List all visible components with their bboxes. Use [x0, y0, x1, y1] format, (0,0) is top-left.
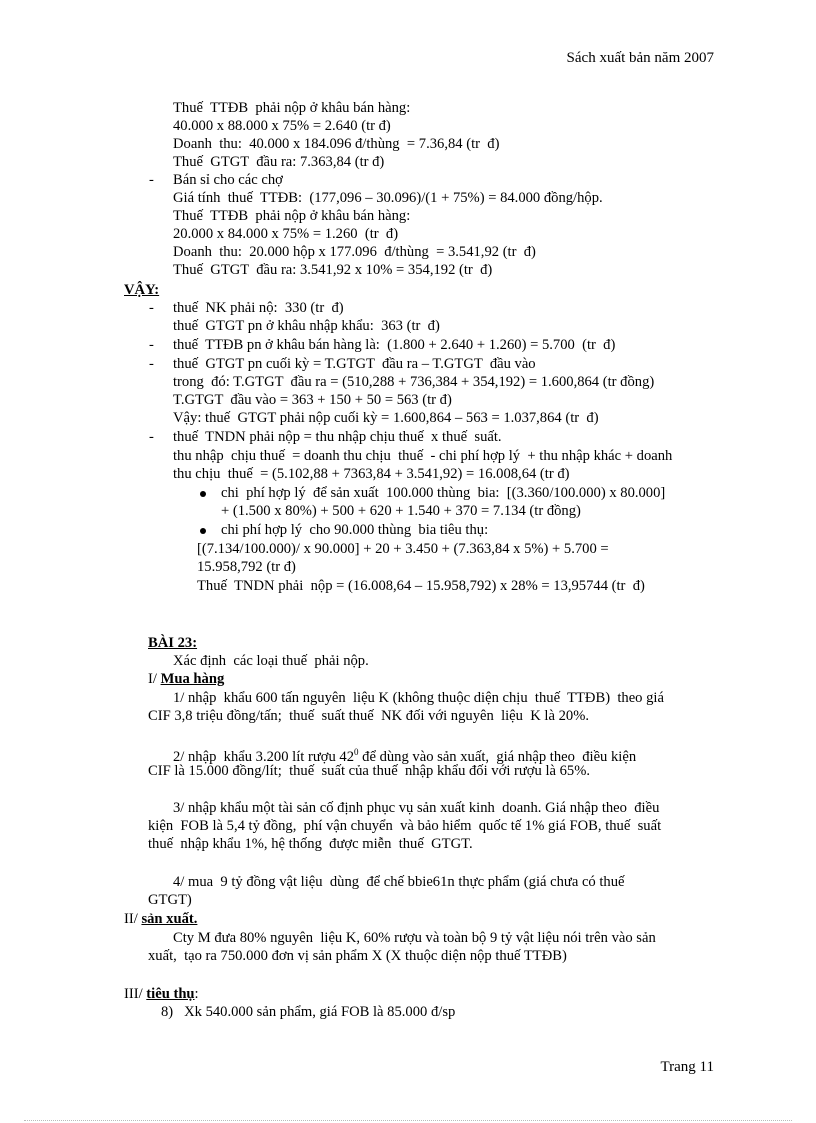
text-line: GTGT) [148, 892, 192, 908]
text-line: Giá tính thuế TTĐB: (177,096 – 30.096)/(1 + 75%) = 84.000 đồng/hộp. [173, 190, 603, 206]
subsection-heading [124, 985, 199, 1003]
text-line: CIF 3,8 triệu đồng/tấn; thuế suất thuế NK đối với nguyên liệu K là 20%. [148, 708, 590, 724]
subsection-label: sản xuất. [141, 911, 198, 927]
text-line: Doanh thu: 20.000 hộp x 177.096 đ/thùng = 3.541,92 (tr đ) [173, 244, 536, 260]
list-item: thuế GTGT pn cuối kỳ = T.GTGT đầu ra – T.GTGT đầu vào [173, 356, 536, 372]
text-line: Xác định các loại thuế phải nộp. [173, 653, 369, 669]
text-line: T.GTGT đầu vào = 363 + 150 + 50 = 563 (tr đ) [173, 392, 452, 408]
subsection-label: Mua hàng [160, 671, 225, 687]
subsection-number: III/ [124, 986, 147, 1002]
text-line: CIF là 15.000 đồng/lít; thuế suất của thuế nhập khẩu đối với rượu là 65%. [148, 763, 591, 779]
dash-marker: - [149, 300, 154, 316]
subsection-label: tiêu thụ [146, 986, 195, 1002]
subsection-heading [124, 910, 197, 928]
text-line: Thuế GTGT đầu ra: 3.541,92 x 10% = 354,192 (tr đ) [173, 262, 493, 278]
subsection-colon: : [194, 986, 199, 1002]
superscript: 0 [354, 747, 359, 757]
list-item: Bán sỉ cho các chợ [173, 172, 283, 188]
text-line: chi phí hợp lý cho 90.000 thùng bia tiêu thụ: [221, 522, 489, 538]
dash-marker: - [149, 356, 154, 372]
text-line: Vậy: thuế GTGT phải nộp cuối kỳ = 1.600,864 – 563 = 1.037,864 (tr đ) [173, 410, 599, 426]
list-item: thuế TTĐB pn ở khâu bán hàng là: (1.800 + 2.640 + 1.260) = 5.700 (tr đ) [173, 337, 616, 353]
dash-marker: - [149, 429, 154, 445]
text-line: [(7.134/100.000)/ x 90.000] + 20 + 3.450 + (7.363,84 x 5%) + 5.700 = [197, 541, 609, 557]
subsection-number: II/ [124, 911, 142, 927]
text-line: Thuế GTGT đầu ra: 7.363,84 (tr đ) [173, 154, 385, 170]
page-footer: Trang 11 [660, 1059, 714, 1075]
dash-marker: - [149, 337, 154, 353]
text-line: 4/ mua 9 tỷ đồng vật liệu dùng để chế bbie61n thực phẩm (giá chưa có thuế [173, 874, 625, 890]
list-item: thuế NK phải nộ: 330 (tr đ) [173, 300, 344, 316]
text-line: 1/ nhập khẩu 600 tấn nguyên liệu K (không thuộc diện chịu thuế TTĐB) theo giá [173, 690, 664, 706]
section-heading-vay: VẬY: [124, 282, 160, 298]
text-line: thu nhập chịu thuế = doanh thu chịu thuế - chi phí hợp lý + thu nhập khác + doanh [173, 448, 673, 464]
text-line: thuế nhập khẩu 1%, hệ thống được miễn thuế GTGT. [148, 836, 473, 852]
section-heading-bai23: BÀI 23: [148, 635, 198, 651]
text-run: để dùng vào sản xuất, giá nhập theo điều kiện [358, 749, 637, 765]
text-line: 15.958,792 (tr đ) [197, 559, 296, 575]
text-line: 20.000 x 84.000 x 75% = 1.260 (tr đ) [173, 226, 399, 242]
text-line: Thuế TNDN phải nộp = (16.008,64 – 15.958,792) x 28% = 13,95744 (tr đ) [197, 578, 645, 594]
subsection-number: I/ [148, 671, 161, 687]
text-run: 2/ nhập khẩu 3.200 lít rượu 42 [173, 749, 355, 765]
list-item: 8) Xk 540.000 sản phẩm, giá FOB là 85.000 đ/sp [161, 1004, 456, 1020]
text-line: kiện FOB là 5,4 tỷ đồng, phí vận chuyển và bảo hiểm quốc tế 1% giá FOB, thuế suất [148, 818, 662, 834]
bullet-icon [200, 528, 206, 534]
text-line: 3/ nhập khẩu một tài sản cố định phục vụ sản xuất kinh doanh. Giá nhập theo điều [173, 800, 660, 816]
text-line: Doanh thu: 40.000 x 184.096 đ/thùng = 7.36,84 (tr đ) [173, 136, 500, 152]
text-line: chi phí hợp lý để sản xuất 100.000 thùng bia: [(3.360/100.000) x 80.000] [221, 485, 666, 501]
text-line: trong đó: T.GTGT đầu ra = (510,288 + 736,384 + 354,192) = 1.600,864 (tr đồng) [173, 374, 655, 390]
bullet-icon [200, 491, 206, 497]
page-header: Sách xuất bản năm 2007 [566, 50, 714, 66]
text-line: xuất, tạo ra 750.000 đơn vị sản phẩm X (X thuộc diện nộp thuế TTĐB) [148, 948, 567, 964]
subsection-heading [148, 670, 224, 688]
dash-marker: - [149, 172, 154, 188]
list-item: thuế TNDN phải nộp = thu nhập chịu thuế x thuế suất. [173, 429, 502, 445]
text-line: Cty M đưa 80% nguyên liệu K, 60% rượu và toàn bộ 9 tỷ vật liệu nói trên vào sản [173, 930, 656, 946]
text-line: Thuế TTĐB phải nộp ở khâu bán hàng: [173, 100, 411, 116]
text-line: Thuế TTĐB phải nộp ở khâu bán hàng: [173, 208, 411, 224]
page-edge-divider [24, 1120, 792, 1121]
text-line: thu chịu thuế = (5.102,88 + 7363,84 + 3.541,92) = 16.008,64 (tr đ) [173, 466, 570, 482]
text-line: thuế GTGT pn ở khâu nhập khẩu: 363 (tr đ) [173, 318, 440, 334]
text-line: 40.000 x 88.000 x 75% = 2.640 (tr đ) [173, 118, 391, 134]
text-line: + (1.500 x 80%) + 500 + 620 + 1.540 + 370 = 7.134 (tr đồng) [221, 503, 581, 519]
